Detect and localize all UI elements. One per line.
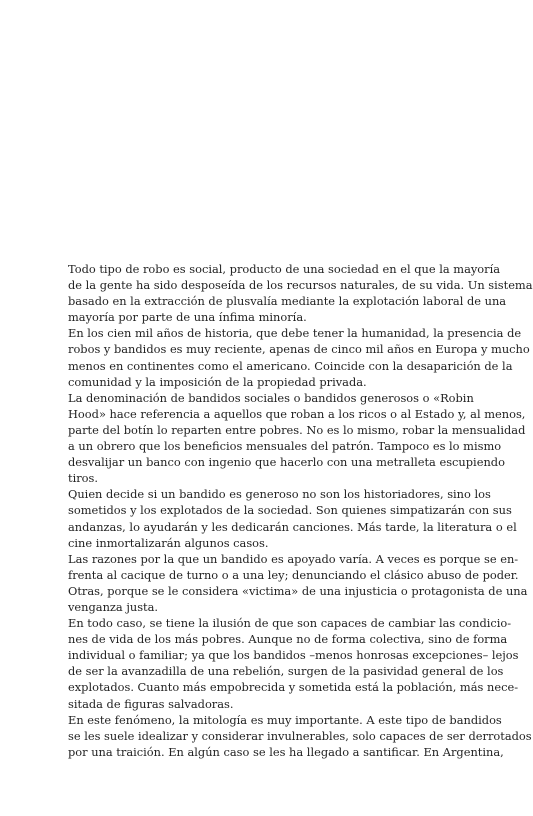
text-line: En los cien mil años de historia, que debe tener la humanidad, la presencia de: [68, 326, 522, 341]
text-line: Quien decide si un bandido es generoso no son los historiadores, sino los: [68, 487, 491, 502]
text-line: Las razones por la que un bandido es apoyado varía. A veces es porque se en-: [68, 551, 519, 566]
paragraph-2: [56, 325, 530, 389]
text-line: sitada de figuras salvadoras.: [68, 696, 234, 711]
text-line: comunidad y la imposición de la propiedad privada.: [68, 374, 367, 389]
text-line: parte del botín lo reparten entre pobres. No es lo mismo, robar la mensualidad: [68, 422, 526, 437]
text-line: individual o familiar; ya que los bandidos –menos honrosas excepciones– lejos: [68, 648, 519, 663]
text-line: En este fenómeno, la mitología es muy importante. A este tipo de bandidos: [68, 712, 502, 727]
text-line: tiros.: [68, 471, 98, 486]
text-line: explotados. Cuanto más empobrecida y sometida está la población, más nece-: [68, 680, 519, 695]
text-line: cine inmortalizarán algunos casos.: [68, 535, 269, 550]
paragraph-7: [56, 712, 532, 760]
paragraph-4: [56, 486, 517, 550]
text-line: Hood» hace referencia a aquellos que roban a los ricos o al Estado y, al menos,: [68, 406, 526, 421]
text-line: sometidos y los explotados de la sociedad. Son quienes simpatizarán con sus: [68, 503, 512, 518]
paragraph-6: [56, 615, 519, 712]
text-line: mayoría por parte de una ínfima minoría.: [68, 310, 307, 325]
text-line: La denominación de bandidos sociales o bandidos generosos o «Robin: [68, 390, 474, 405]
text-line: se les suele idealizar y considerar invulnerables, solo capaces de ser derrotados: [68, 728, 532, 743]
text-line: basado en la extracción de plusvalía mediante la explotación laboral de una: [68, 294, 507, 309]
paragraph-5: [56, 551, 528, 615]
text-line: desvalijar un banco con ingenio que hacerlo con una metralleta escupiendo: [68, 455, 505, 470]
text-line: por una traición. En algún caso se les ha llegado a santificar. En Argentina,: [68, 744, 504, 759]
text-line: venganza justa.: [68, 599, 159, 614]
text-line: robos y bandidos es muy reciente, apenas de cinco mil años en Europa y mucho: [68, 342, 530, 357]
text-line: de la gente ha sido desposeída de los recursos naturales, de su vida. Un sistema: [68, 278, 533, 293]
text-line: frenta al cacique de turno o a una ley; denunciando el clásico abuso de poder.: [68, 567, 519, 582]
text-line: Todo tipo de robo es social, producto de una sociedad en el que la mayoría: [68, 262, 501, 276]
text-line: a un obrero que los beneficios mensuales del patrón. Tampoco es lo mismo: [68, 439, 502, 454]
text-line: andanzas, lo ayudarán y les dedicarán canciones. Más tarde, la literatura o el: [68, 519, 517, 534]
paragraph-1: [56, 261, 533, 325]
text-line: de ser la avanzadilla de una rebelión, surgen de la pasividad general de los: [68, 664, 504, 679]
text-line: En todo caso, se tiene la ilusión de que son capaces de cambiar las condicio-: [68, 616, 512, 631]
text-line: nes de vida de los más pobres. Aunque no de forma colectiva, sino de forma: [68, 632, 508, 647]
text-line: menos en continentes como el americano. Coincide con la desaparición de la: [68, 358, 513, 373]
body-text: [56, 261, 533, 760]
paragraph-3: [56, 390, 526, 487]
text-line: Otras, porque se le considera «victima» de una injusticia o protagonista de una: [68, 583, 528, 598]
